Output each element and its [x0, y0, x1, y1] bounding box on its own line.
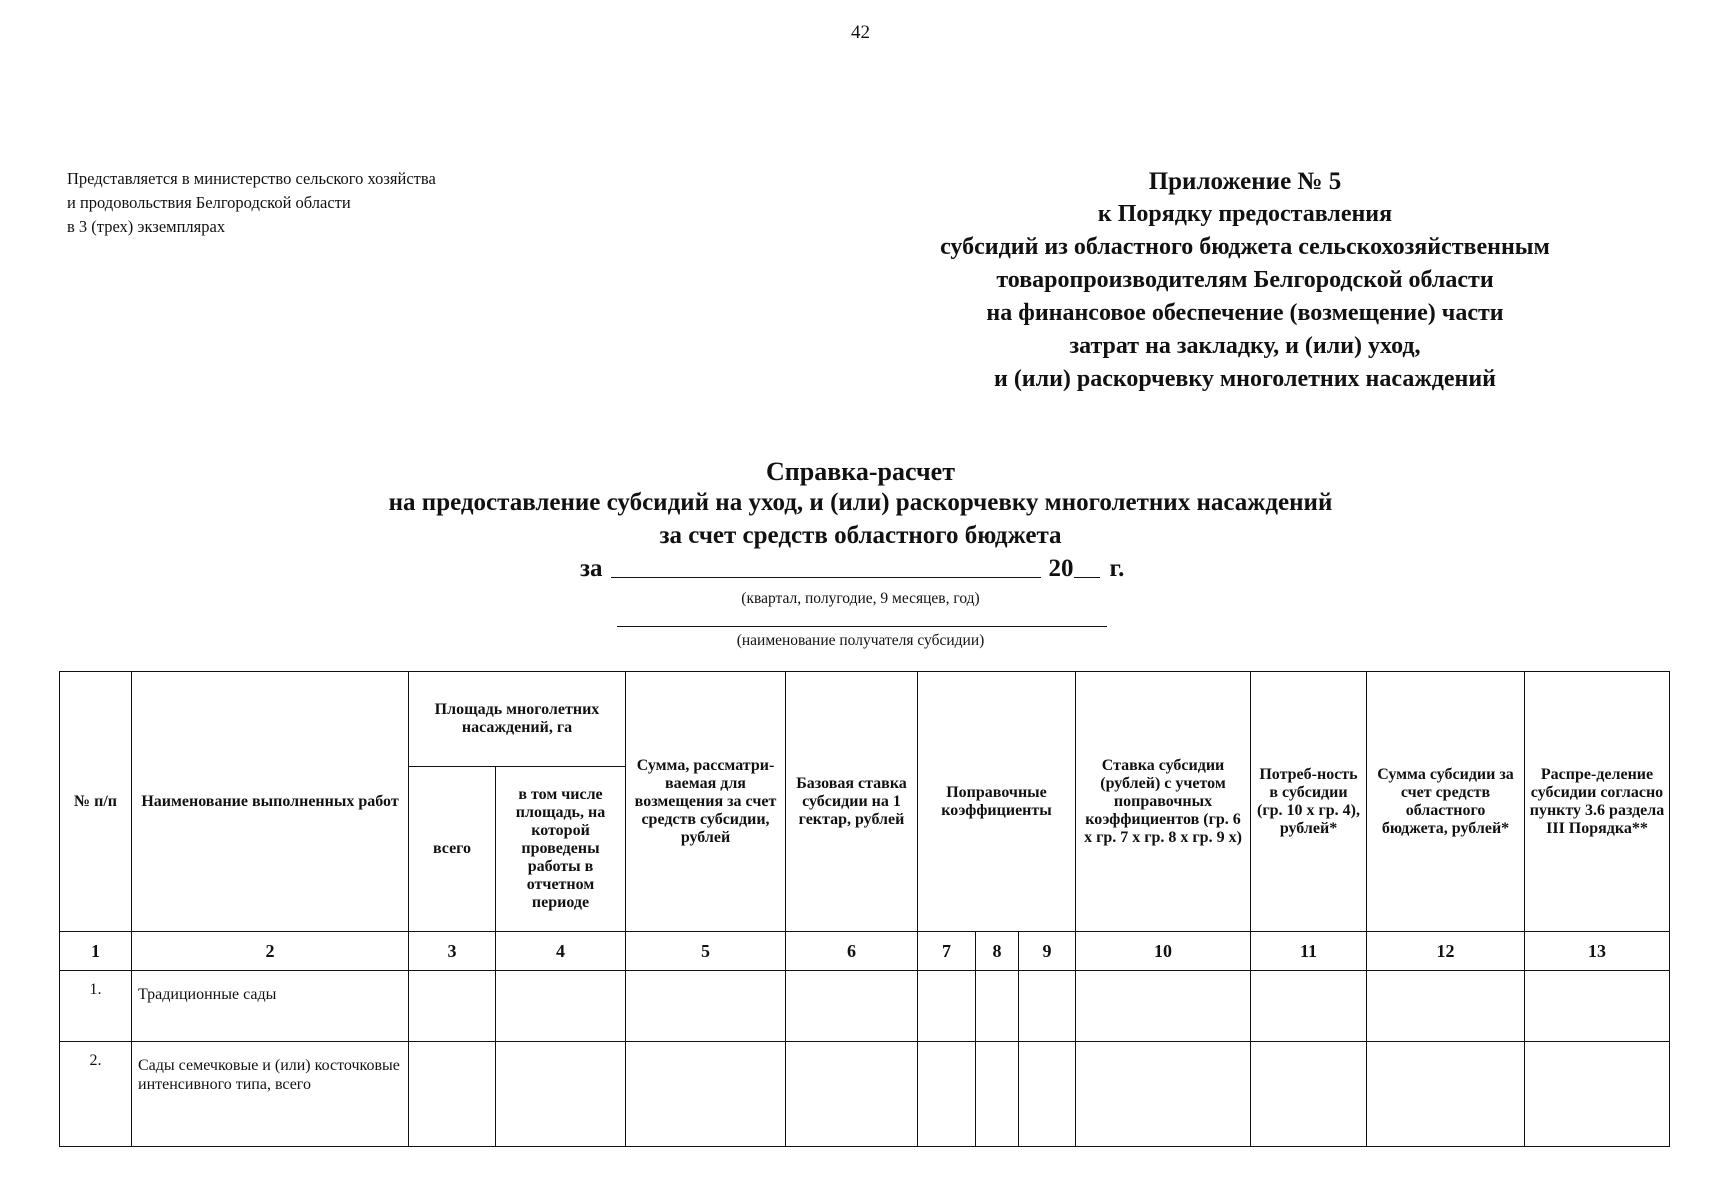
appendix-block — [840, 165, 1650, 396]
header-base-rate: Базовая ставка субсидии на 1 гектар, рублей — [786, 672, 918, 932]
appendix-line: субсидий из областного бюджета сельскохозяйственным — [940, 234, 1550, 260]
row-work-name: Сады семечковые и (или) косточковые интенсивного типа, всего — [132, 1042, 409, 1147]
header-work: Наименование выполненных работ — [132, 672, 409, 932]
table-cell[interactable] — [1525, 971, 1670, 1042]
table-cell[interactable] — [786, 1042, 918, 1147]
column-number: 1 — [60, 932, 132, 971]
row-work-name: Традиционные сады — [132, 971, 409, 1042]
table-cell[interactable] — [918, 971, 976, 1042]
table-cell[interactable] — [1251, 971, 1367, 1042]
header-area-group: Площадь многолетних насаждений, га — [409, 672, 626, 767]
recipient-blank-field[interactable] — [617, 626, 1107, 627]
header-sum-considered: Сумма, рассматри-ваемая для возмещения за счет средств субсидии, рублей — [626, 672, 786, 932]
column-number: 8 — [976, 932, 1019, 971]
table-cell[interactable] — [1019, 971, 1076, 1042]
appendix-title: Приложение № 5 — [1148, 168, 1342, 195]
column-number: 12 — [1367, 932, 1525, 971]
table-cell[interactable] — [918, 1042, 976, 1147]
column-number: 6 — [786, 932, 918, 971]
table-cell[interactable] — [1076, 1042, 1251, 1147]
table-cell[interactable] — [626, 1042, 786, 1147]
period-blank-field[interactable] — [611, 555, 1041, 578]
column-number: 10 — [1076, 932, 1251, 971]
document-title: Справка-расчет — [766, 457, 955, 486]
header-sum-budget: Сумма субсидии за счет средств областного бюджета, рублей* — [1367, 672, 1525, 932]
table-cell[interactable] — [1367, 971, 1525, 1042]
submission-note-line: и продовольствия Белгородской области — [67, 193, 351, 212]
row-index: 2. — [60, 1042, 132, 1147]
column-number: 3 — [409, 932, 496, 971]
table-cell[interactable] — [1525, 1042, 1670, 1147]
submission-note-line: Представляется в министерство сельского хозяйства — [67, 169, 436, 188]
page-number: 42 — [851, 22, 870, 43]
column-number: 5 — [626, 932, 786, 971]
header-coefficients: Поправочные коэффициенты — [918, 672, 1076, 932]
document-subtitle: на предоставление субсидий на уход, и (или) раскорчевку многолетних насаждений — [388, 489, 1333, 516]
table-cell[interactable] — [1076, 971, 1251, 1042]
table-cell[interactable] — [976, 971, 1019, 1042]
recipient-hint: (наименование получателя субсидии) — [736, 632, 985, 649]
table-cell[interactable] — [409, 971, 496, 1042]
period-hint: (квартал, полугодие, 9 месяцев, год) — [741, 590, 980, 607]
appendix-line: к Порядку предоставления — [1097, 201, 1393, 227]
period-prefix: за — [580, 555, 603, 582]
document-funding-source: за счет средств областного бюджета — [659, 522, 1062, 549]
table-row — [60, 1042, 1670, 1147]
year-prefix: 20 — [1048, 555, 1074, 582]
appendix-line: на финансовое обеспечение (возмещение) части — [986, 300, 1504, 326]
header-area-worked: в том числе площадь, на которой проведены работы в отчетном периоде — [496, 767, 626, 932]
column-number: 9 — [1019, 932, 1076, 971]
header-area-total: всего — [409, 767, 496, 932]
column-number: 7 — [918, 932, 976, 971]
period-line — [580, 555, 1124, 583]
column-number: 4 — [496, 932, 626, 971]
header-distribution: Распре-деление субсидии согласно пункту 3.6 раздела III Порядка** — [1525, 672, 1670, 932]
table-cell[interactable] — [976, 1042, 1019, 1147]
table-cell[interactable] — [786, 971, 918, 1042]
table-row — [60, 971, 1670, 1042]
column-number: 2 — [132, 932, 409, 971]
row-index: 1. — [60, 971, 132, 1042]
table-cell[interactable] — [626, 971, 786, 1042]
header-rate-adjusted: Ставка субсидии (рублей) с учетом поправочных коэффициентов (гр. 6 х гр. 7 х гр. 8 х гр. 9 х) — [1076, 672, 1251, 932]
year-suffix: г. — [1109, 555, 1125, 582]
table-cell[interactable] — [1019, 1042, 1076, 1147]
column-number-row — [60, 932, 1670, 971]
submission-note — [67, 167, 436, 239]
table-cell[interactable] — [496, 1042, 626, 1147]
appendix-line: и (или) раскорчевку многолетних насаждений — [993, 366, 1496, 392]
column-number: 11 — [1251, 932, 1367, 971]
appendix-line: затрат на закладку, и (или) уход, — [1069, 333, 1421, 359]
column-number: 13 — [1525, 932, 1670, 971]
appendix-line: товаропроизводителям Белгородской области — [996, 267, 1494, 293]
table-cell[interactable] — [496, 971, 626, 1042]
year-blank-field[interactable] — [1074, 555, 1100, 578]
submission-note-line: в 3 (трех) экземплярах — [67, 217, 226, 236]
header-need: Потреб-ность в субсидии (гр. 10 х гр. 4), рублей* — [1251, 672, 1367, 932]
table-cell[interactable] — [1251, 1042, 1367, 1147]
table-cell[interactable] — [409, 1042, 496, 1147]
header-num: № п/п — [60, 672, 132, 932]
table-cell[interactable] — [1367, 1042, 1525, 1147]
calculation-table — [59, 671, 1670, 1147]
